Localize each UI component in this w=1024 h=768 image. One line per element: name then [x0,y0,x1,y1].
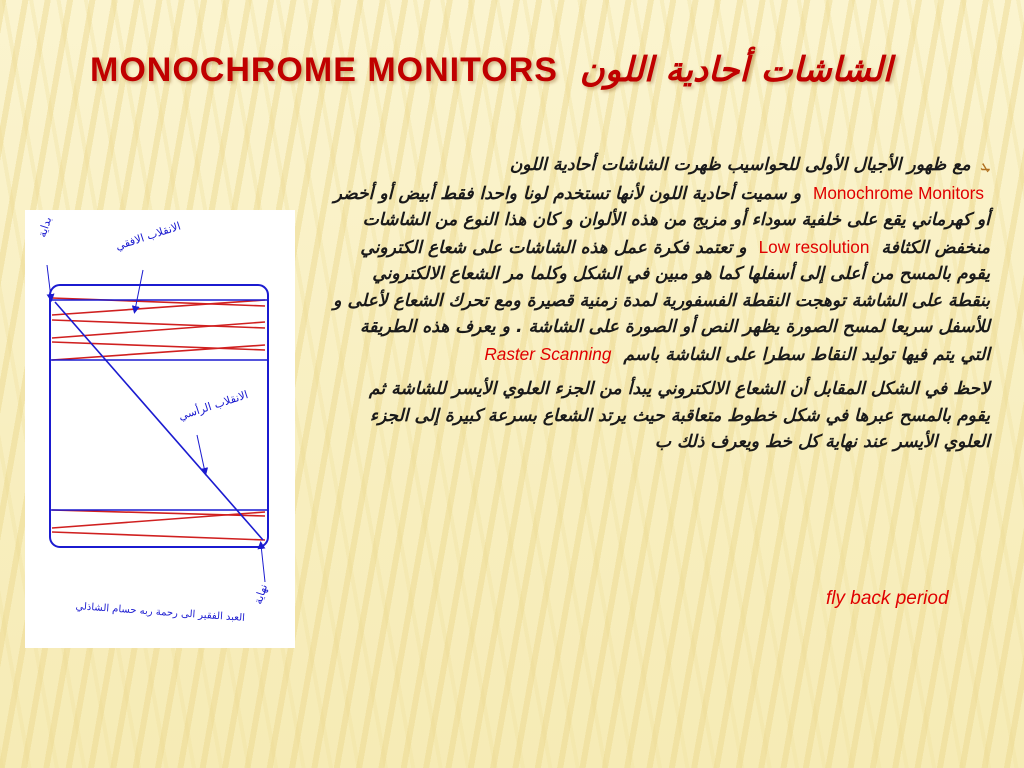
raster-scan-svg [25,210,295,648]
p1-text-3: و تعتمد فكرة عمل هذه الشاشات على شعاع الكتروني يقوم بالمسح من أعلى إلى أسفلها كما هو مبين في الشكل وكلما مر الشعاع الالكتروني بنقطة على الشاشة توهجت النقطة الفسفورية لمدة زمنية قصيرة ومع تحرك الشعاع لأعلى و للأسفل سريعا لمسح الصورة يظهر النص أو الصورة على الشاشة . و يعرف هذه الطريقة التي يتم فيها توليد النقاط سطرا على الشاشة باسم [333,237,990,365]
slide-title-english: MONOCHROME MONITORS [90,51,558,89]
horizontal-flyback-arrow-icon [135,270,143,310]
term-raster-scanning: Raster Scanning [484,343,612,364]
raster-scan-diagram [25,210,295,648]
slide-title [90,50,990,104]
figure-caption: العبد الفقير الى رحمة ربه حسام الشاذلي [75,601,246,624]
end-arrow-icon [261,545,265,582]
slide-body [330,152,990,456]
paragraph-2 [330,376,990,456]
label-end: نهاية [251,582,271,606]
slide-title-arabic: الشاشات أحادية اللون [579,50,893,90]
start-arrow-icon [47,265,51,298]
p1-text-2: و سميت أحادية اللون لأنها تستخدم لونا واحدا فقط أبيض أو أخضر أو كهرماني يقع على خلفية سوداء أو مزيج من هذه الألوان و كان هذا النوع من الشاشات منخفض الكثافة [333,183,990,258]
term-low-resolution: Low resolution [758,236,870,257]
p2-text: لاحظ في الشكل المقابل أن الشعاع الالكتروني يبدأ من الجزء العلوي الأيسر للشاشة ثم يقوم بالمسح عبرها في شكل خطوط متعاقبة حيث يرتد الشعاع بسرعة كبيرة إلى الجزء العلوي الأيسر عند نهاية كل خط ويعرف ذلك ب [368,379,990,452]
label-start: بداية [35,215,55,239]
term-fly-back-period: fly back period [826,588,949,609]
p1-text-1: مع ظهور الأجيال الأولى للحواسيب ظهرت الشاشات أحادية اللون [509,155,971,175]
term-monochrome: Monochrome Monitors [813,182,984,203]
paragraph-1 [330,152,990,368]
label-vertical-flyback: الانقلاب الرأسي [176,388,250,423]
label-horizontal-flyback: الانقلاب الافقي [113,219,183,253]
vertical-retrace-line [55,302,263,540]
bullet-icon: ܛ [980,159,990,173]
